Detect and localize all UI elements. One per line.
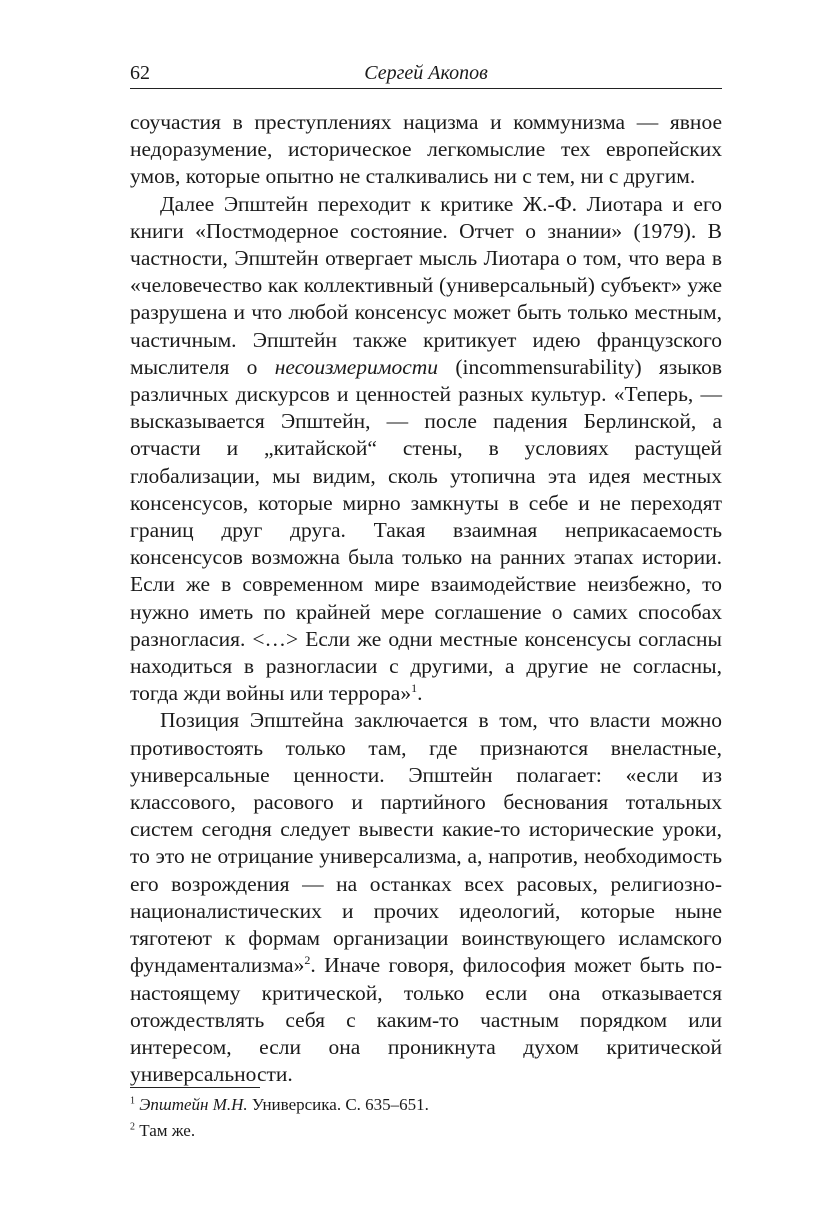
paragraph-2 [130, 191, 722, 708]
running-head [130, 58, 722, 89]
footnote-text: Универсика. С. 635–651. [247, 1095, 429, 1114]
paragraph-2-text-b: (incommensurability) языков различных дискурсов и ценностей разных культур. «Теперь, — высказывается Эпштейн, — после падения Берлинской, а отчасти и „китайской“ стены, в условиях растущей глобализации, мы видим, сколь утопична эта идея местных консенсусов, которые мирно замкнуты в себе и не переходят границ друг друга. Такая взаимная неприкасаемость консенсусов возможна была только на ранних этапах истории. Если же в современном мире взаимодействие неизбежно, то нужно иметь по крайней мере соглашение о самих способах разногласия. <…> Если же одни местные консенсусы согласны находиться в разногласии с другими, а другие не согласны, тогда жди войны или террора» [130, 354, 723, 706]
footnote-number: 2 [130, 1121, 135, 1133]
footnote-text: Там же. [135, 1121, 196, 1140]
footnote-author: Эпштейн М.Н. [139, 1095, 248, 1114]
emphasis-term: несоизмеримости [274, 354, 439, 379]
page-number: 62 [130, 62, 150, 84]
paragraph-1: соучастия в преступлениях нацизма и коммунизма — явное недоразумение, историческое легкомыслие тех европейских умов, которые опытно не сталкивались ни с тем, ни с другим. [130, 110, 722, 189]
paragraph-2-text-c: . [417, 681, 423, 706]
body-text [130, 109, 722, 1088]
paragraph-3-text-b: . Иначе говоря, философия может быть по-настоящему критической, только если она отказывается отождествлять себя с каким-то частным порядком или интересом, если она проникнута духом критической универсальности. [130, 953, 722, 1087]
running-title: Сергей Акопов [364, 62, 488, 84]
footnote-number: 1 [130, 1095, 135, 1107]
paragraph-3 [130, 707, 722, 1088]
footnote-ref-1: 1 [411, 681, 418, 696]
footnote-1 [130, 1092, 722, 1118]
footnotes [130, 1092, 722, 1144]
footnote-divider [130, 1087, 260, 1088]
footnote-ref-2: 2 [304, 953, 311, 968]
footnote-2 [130, 1118, 722, 1144]
paragraph-2-text-a: Далее Эпштейн переходит к критике Ж.-Ф. Лиотара и его книги «Постмодерное состояние. Отчет о знании» (1979). В частности, Эпштейн отвергает мысль Лиотара о том, что вера в «человечество как коллективный (универсальный) субъект» уже разрушена и что любой консенсус может быть только местным, частичным. Эпштейн также критикует идею французского мыслителя о [130, 191, 722, 379]
paragraph-3-text-a: Позиция Эпштейна заключается в том, что власти можно противостоять только там, где признаются внеластные, универсальные ценности. Эпштейн полагает: «если из классового, расового и партийного беснования тотальных систем сегодня следует вывести какие-то исторические уроки, то это не отрицание универсализма, а, напротив, необходимость его возрождения — на останках всех расовых, религиозно-националистических и прочих идеологий, которые ныне тяготеют к формам организации воинствующего исламского фундаментализма» [130, 708, 722, 978]
